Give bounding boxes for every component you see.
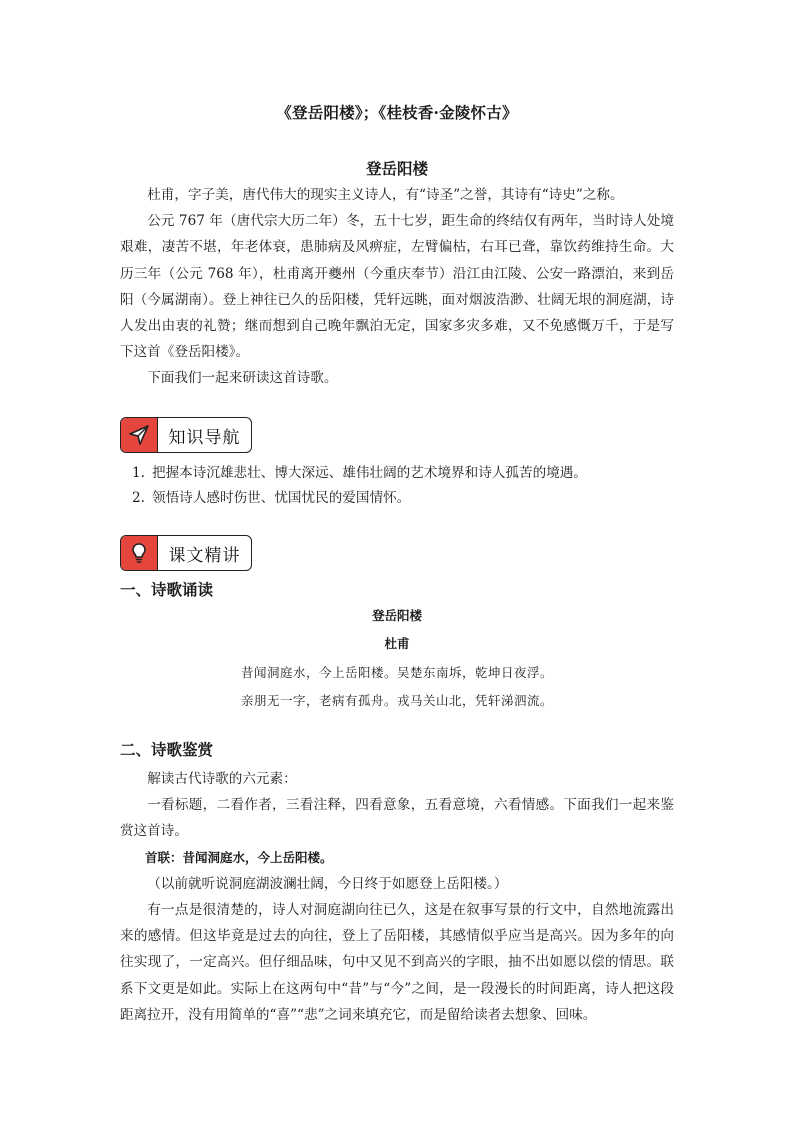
list-item-text: 把握本诗沉雄悲壮、博大深远、雄伟壮阔的艺术境界和诗人孤苦的境遇。: [152, 465, 587, 481]
list-item: [132, 486, 672, 511]
intro-paragraph: 下面我们一起来研读这首诗歌。: [147, 370, 338, 387]
intro-paragraph: 杜甫，字子美，唐代伟大的现实主义诗人，有“诗圣”之誉，其诗有“诗史”之称。: [147, 187, 624, 203]
list-item-number: 1.: [132, 465, 145, 481]
couplet-heading: 首联：昔闻洞庭水，今上岳阳楼。: [145, 849, 333, 865]
paragraph: 一看标题，二看作者，三看注释，四看意象，五看意境，六看情感。下面我们一起来鉴赏这首诗。: [120, 797, 674, 840]
paragraph: （以前就听说洞庭湖波澜壮阔，今日终于如愿登上岳阳楼。）: [147, 875, 508, 892]
poem-block: [120, 605, 674, 715]
text-explanation-badge: [120, 535, 252, 571]
poem-line: 昔闻洞庭水，今上岳阳楼。吴楚东南坼，乾坤日夜浮。: [240, 665, 553, 680]
knowledge-nav-list: [132, 461, 672, 511]
paragraph: 解读古代诗歌的六元素：: [147, 771, 297, 787]
lightbulb-icon: [121, 536, 158, 570]
section-heading-reading: 一、诗歌诵读: [120, 581, 214, 599]
knowledge-nav-badge: [120, 417, 252, 453]
poem-line: 亲朋无一字，老病有孤舟。戎马关山北，凭轩涕泗流。: [240, 693, 553, 708]
document-title: 《登岳阳楼》；《桂枝香·金陵怀古》: [276, 103, 518, 122]
intro-paragraph: 公元 767 年（唐代宗大历二年）冬，五十七岁，距生命的终结仅有两年，当时诗人处境艰难，凄苦不堪，年老体衰，患肺病及风痹症，左臂偏枯，右耳已聋，靠饮药维持生命。大历三年（公元 768 年），杜甫离开夔州（今重庆奉节）沿江由江陵、公安一路漂泊，来到岳阳（今属湖南）。登上神往已久的岳阳楼，凭轩远眺，面对烟波浩渺、壮阔无垠的洞庭湖，诗人发出由衷的礼赞；继而想到自己晚年飘泊无定，国家多灾多难，又不免感慨万千，于是写下这首《登岳阳楼》。: [120, 213, 674, 361]
list-item-number: 2.: [132, 490, 145, 506]
intro-section: [120, 182, 674, 392]
badge-label: 课文精讲: [168, 545, 241, 566]
poem-author: 杜甫: [384, 636, 410, 651]
list-item-text: 领悟诗人感时伤世、忧国忧民的爱国情怀。: [152, 490, 411, 506]
section-heading-appreciation: 二、诗歌鉴赏: [120, 741, 214, 759]
paper-plane-icon: [121, 418, 158, 452]
badge-label: 知识导航: [168, 427, 241, 448]
poem-title: 登岳阳楼: [371, 608, 422, 623]
list-item: [132, 461, 672, 486]
appreciation-section: [120, 766, 674, 1028]
section-title: 登岳阳楼: [365, 159, 428, 178]
paragraph: 有一点是很清楚的，诗人对洞庭湖向往已久，这是在叙事写景的行文中，自然地流露出来的感情。但这毕竟是过去的向往，登上了岳阳楼，其感情似乎应当是高兴。因为多年的向往实现了，一定高兴。但仔细品味，句中又见不到高兴的字眼，抽不出如愿以偿的情思。联系下文更是如此。实际上在这两句中“昔”与“今”之间，是一段漫长的时间距离，诗人把这段距离拉开，没有用简单的“喜”“悲”之词来填充它，而是留给读者去想象、回味。: [120, 902, 674, 1023]
